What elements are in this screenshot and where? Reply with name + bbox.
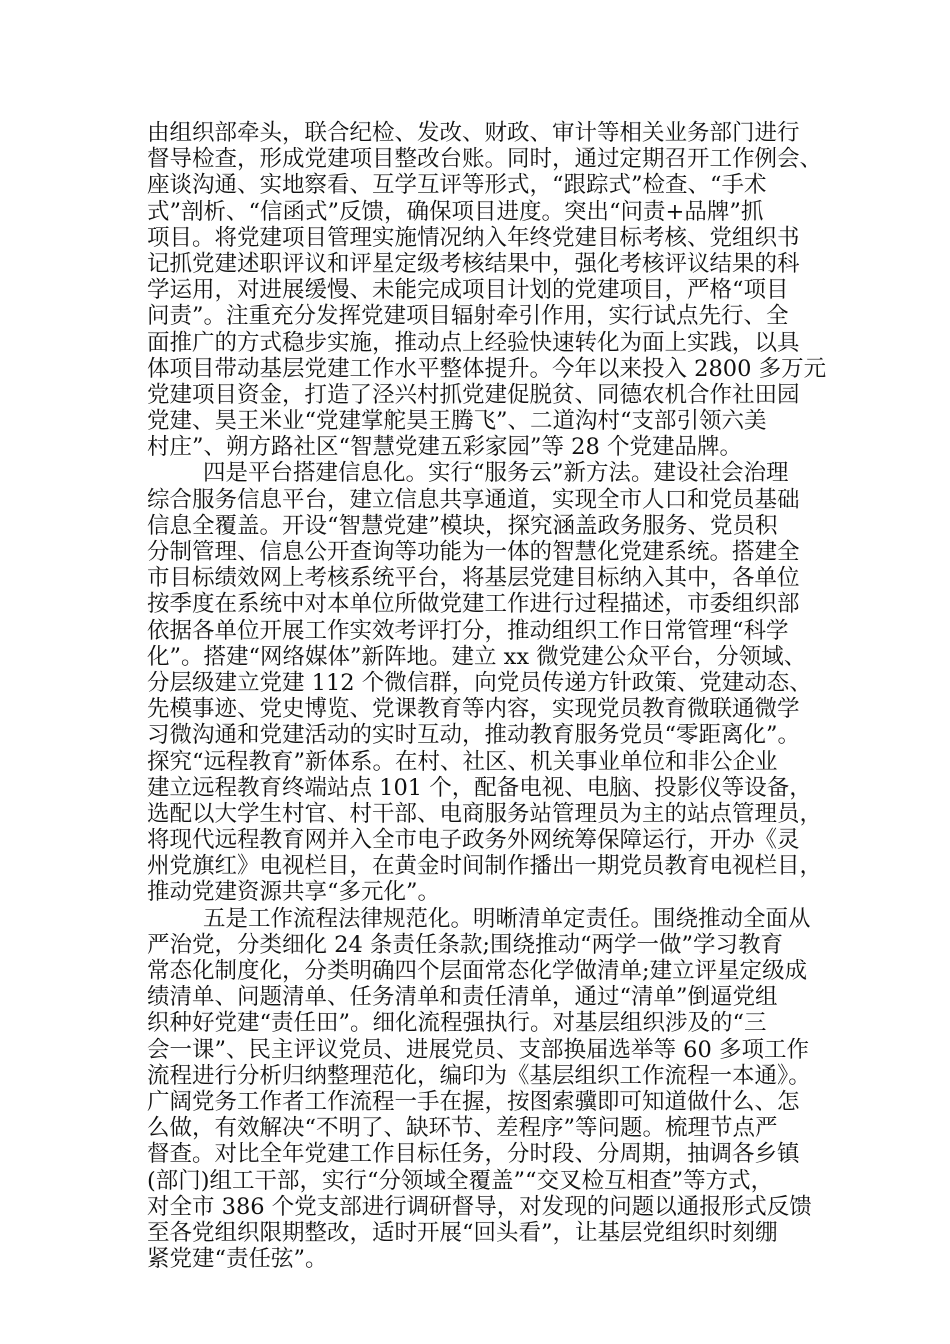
text-line: (部门)组工干部，实行“分领域全覆盖”“交叉检互相查”等方式，: [147, 1167, 774, 1194]
text-line: 信息全覆盖。开设“智慧党建”模块，探究涵盖政务服务、党员积: [147, 512, 778, 539]
text-line: 学运用，对进展缓慢、未能完成项目计划的党建项目，严格“项目: [147, 277, 789, 304]
text-line: 体项目带动基层党建工作水平整体提升。今年以来投入 2800 多万元: [147, 355, 827, 382]
text-line: 问责”。注重充分发挥党建项目辐射牵引作用，实行试点先行、全: [147, 303, 789, 330]
text-line: 先模事迹、党史博览、党课教育等内容，实现党员教育微联通微学: [147, 696, 800, 723]
text-line: 记抓党建述职评议和评星定级考核结果中，强化考核评议结果的科: [147, 250, 800, 277]
text-line: 依据各单位开展工作实效考评打分，推动组织工作日常管理“科学: [147, 617, 789, 644]
text-line: 对全市 386 个党支部进行调研督导，对发现的问题以通报形式反馈: [147, 1193, 812, 1220]
text-line: 么做，有效解决“不明了、缺环节、差程序”等问题。梳理节点严: [147, 1115, 778, 1142]
text-line: 选配以大学生村官、村干部、电商服务站管理员为主的站点管理员，: [147, 800, 823, 827]
text-line: 由组织部牵头，联合纪检、发改、财政、审计等相关业务部门进行: [147, 120, 800, 146]
text-line: 化”。搭建“网络媒体”新阵地。建立 xx 微党建公众平台，分领域、: [147, 643, 807, 670]
text-line: 式”剖析、“信函式”反馈，确保项目进度。突出“问责+品牌”抓: [147, 198, 764, 225]
text-line: 党建项目资金，打造了泾兴村抓党建促脱贫、同德农机合作社田园: [147, 381, 800, 408]
text-line: 村庄”、朔方路社区“智慧党建五彩家园”等 28 个党建品牌。: [147, 434, 742, 461]
text-line: 督导检查，形成党建项目整改台账。同时，通过定期召开工作例会、: [147, 146, 823, 173]
text-line: 分制管理、信息公开查询等功能为一体的智慧化党建系统。搭建全: [147, 539, 800, 565]
text-line: 州党旗红》电视栏目，在黄金时间制作播出一期党员教育电视栏目，: [147, 853, 823, 880]
text-line: 按季度在系统中对本单位所做党建工作进行过程描述，市委组织部: [147, 591, 800, 618]
text-line: 建立远程教育终端站点 101 个，配备电视、电脑、投影仪等设备，: [147, 774, 812, 801]
text-line: 督查。对比全年党建工作目标任务，分时段、分周期，抽调各乡镇: [147, 1141, 800, 1168]
text-line: 织种好党建“责任田”。细化流程强执行。对基层组织涉及的“三: [147, 1010, 767, 1037]
text-line: 分层级建立党建 112 个微信群，向党员传递方针政策、党建动态、: [147, 669, 812, 696]
document-body-text: [147, 120, 827, 1273]
text-line: 会一课”、民主评议党员、进展党员、支部换届选举等 60 多项工作: [147, 1036, 809, 1063]
text-line: 严治党，分类细化 24 条责任条款;围绕推动“两学一做”学习教育: [147, 931, 784, 958]
paragraph-start-line: 四是平台搭建信息化。实行“服务云”新方法。建设社会治理: [203, 460, 789, 487]
text-line: 探究“远程教育”新体系。在村、社区、机关事业单位和非公企业: [147, 748, 778, 775]
paragraph-start-line: 五是工作流程法律规范化。明晰清单定责任。围绕推动全面从: [203, 905, 811, 932]
text-line: 流程进行分析归纳整理范化，编印为《基层组织工作流程一本通》。: [147, 1062, 811, 1089]
text-line: 至各党组织限期整改，适时开展“回头看”，让基层党组织时刻绷: [147, 1219, 778, 1246]
text-line: 党建、昊王米业“党建掌舵昊王腾飞”、二道沟村“支部引领六美: [147, 408, 767, 435]
text-line: 推动党建资源共享“多元化”。: [147, 879, 441, 906]
text-line: 紧党建“责任弦”。: [147, 1246, 328, 1273]
text-line: 项目。将党建项目管理实施情况纳入年终党建目标考核、党组织书: [147, 224, 800, 251]
text-line: 将现代远程教育网并入全市电子政务外网统筹保障运行，开办《灵: [147, 827, 800, 854]
text-line: 面推广的方式稳步实施，推动点上经验快速转化为面上实践，以具: [147, 329, 800, 356]
text-line: 习微沟通和党建活动的实时互动，推动教育服务党员“零距离化”。: [147, 722, 801, 749]
text-line: 广阔党务工作者工作流程一手在握，按图索骥即可知道做什么、怎: [147, 1088, 800, 1115]
text-line: 绩清单、问题清单、任务清单和责任清单，通过“清单”倒逼党组: [147, 984, 778, 1011]
text-line: 市目标绩效网上考核系统平台，将基层党建目标纳入其中，各单位: [147, 565, 800, 592]
text-line: 座谈沟通、实地察看、互学互评等形式，“跟踪式”检查、“手术: [147, 172, 767, 199]
text-line: 综合服务信息平台，建立信息共享通道，实现全市人口和党员基础: [147, 486, 800, 513]
text-line: 常态化制度化，分类明确四个层面常态化学做清单;建立评星定级成: [147, 958, 808, 984]
